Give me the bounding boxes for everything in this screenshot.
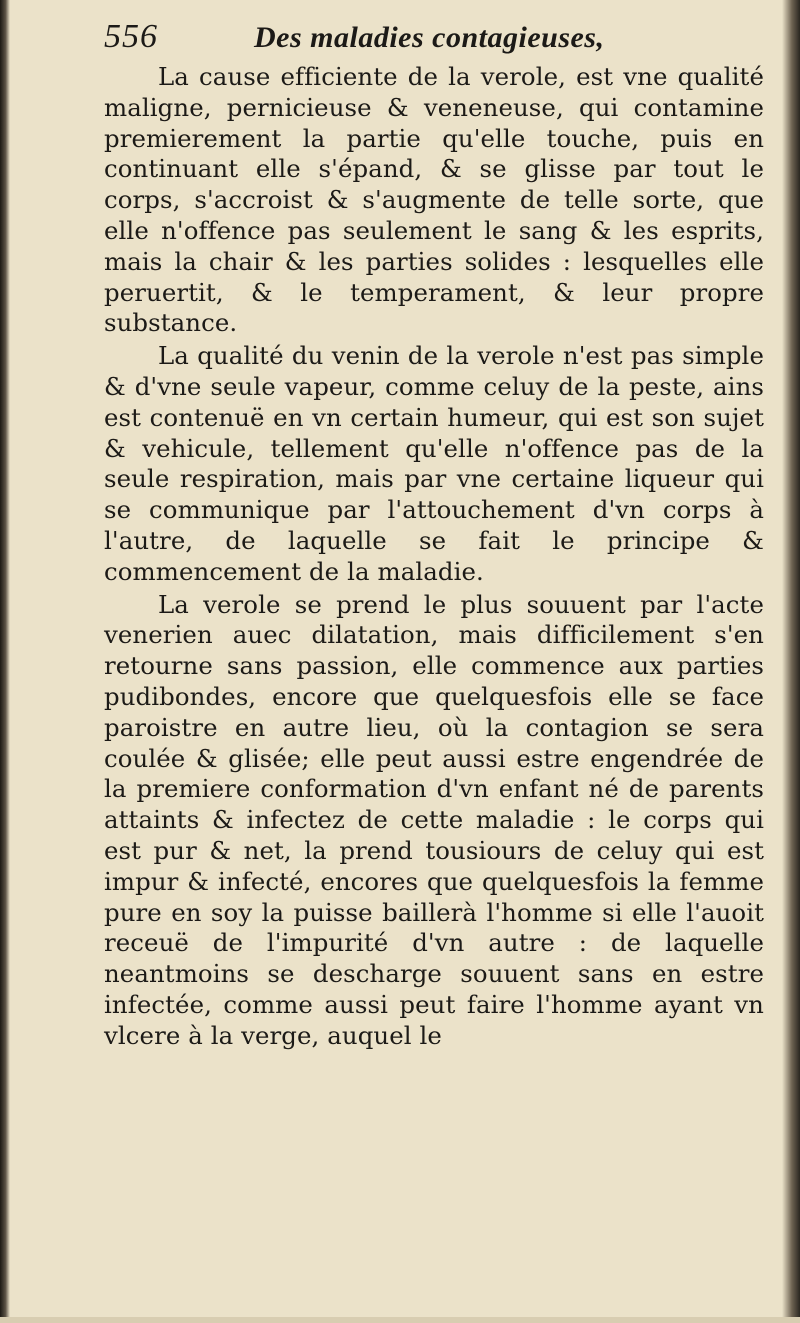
page-bottom-edge <box>0 1317 800 1323</box>
paragraph-transmission: La verole se prend le plus souuent par l'acte venerien auec dilatation, mais difficilement s'en retourne sans passion, elle commence aux parties pudibondes, encore que quelquesfois elle se face paroistre en autre lieu, où la contagion se sera coulée & glisée; elle peut aussi estre engendrée de la premiere conformation d'vn enfant né de parents attaints & infectez de cette maladie : le corps qui est pur & net, la prend tousiours de celuy qui est impur & infecté, encores que quelquesfois la femme pure en soy la puisse baillerà l'homme si elle l'auoit receuë de l'impurité d'vn autre : de laquelle neantmoins se descharge souuent sans en estre infectée, comme aussi peut faire l'homme ayant vn vlcere à la verge, auquel le <box>104 589 764 1050</box>
running-head <box>104 18 756 58</box>
body-text <box>104 62 764 1052</box>
binding-shadow <box>0 0 10 1323</box>
paragraph-cause: La cause efficiente de la verole, est vne qualité maligne, pernicieuse & veneneuse, qui contamine premierement la partie qu'elle touche, puis en continuant elle s'épand, & se glisse par tout le corps, s'accroist & s'augmente de telle sorte, que elle n'offence pas seulement le sang & les esprits, mais la chair & les parties solides : lesquelles elle peruertit, & le temperament, & leur propre substance. <box>104 62 764 338</box>
paragraph-venom-quality: La qualité du venin de la verole n'est pas simple & d'vne seule vapeur, comme celuy de la peste, ains est contenuë en vn certain humeur, qui est son sujet & vehicule, tellement qu'elle n'offence pas de la seule respiration, mais par vne certaine liqueur qui se communique par l'attouchement d'vn corps à l'autre, de laquelle se fait le principe & commencement de la maladie. <box>104 341 764 586</box>
page-number: 556 <box>104 18 158 55</box>
running-title: Des maladies contagieuses, <box>254 21 605 54</box>
page-edge <box>782 0 800 1323</box>
